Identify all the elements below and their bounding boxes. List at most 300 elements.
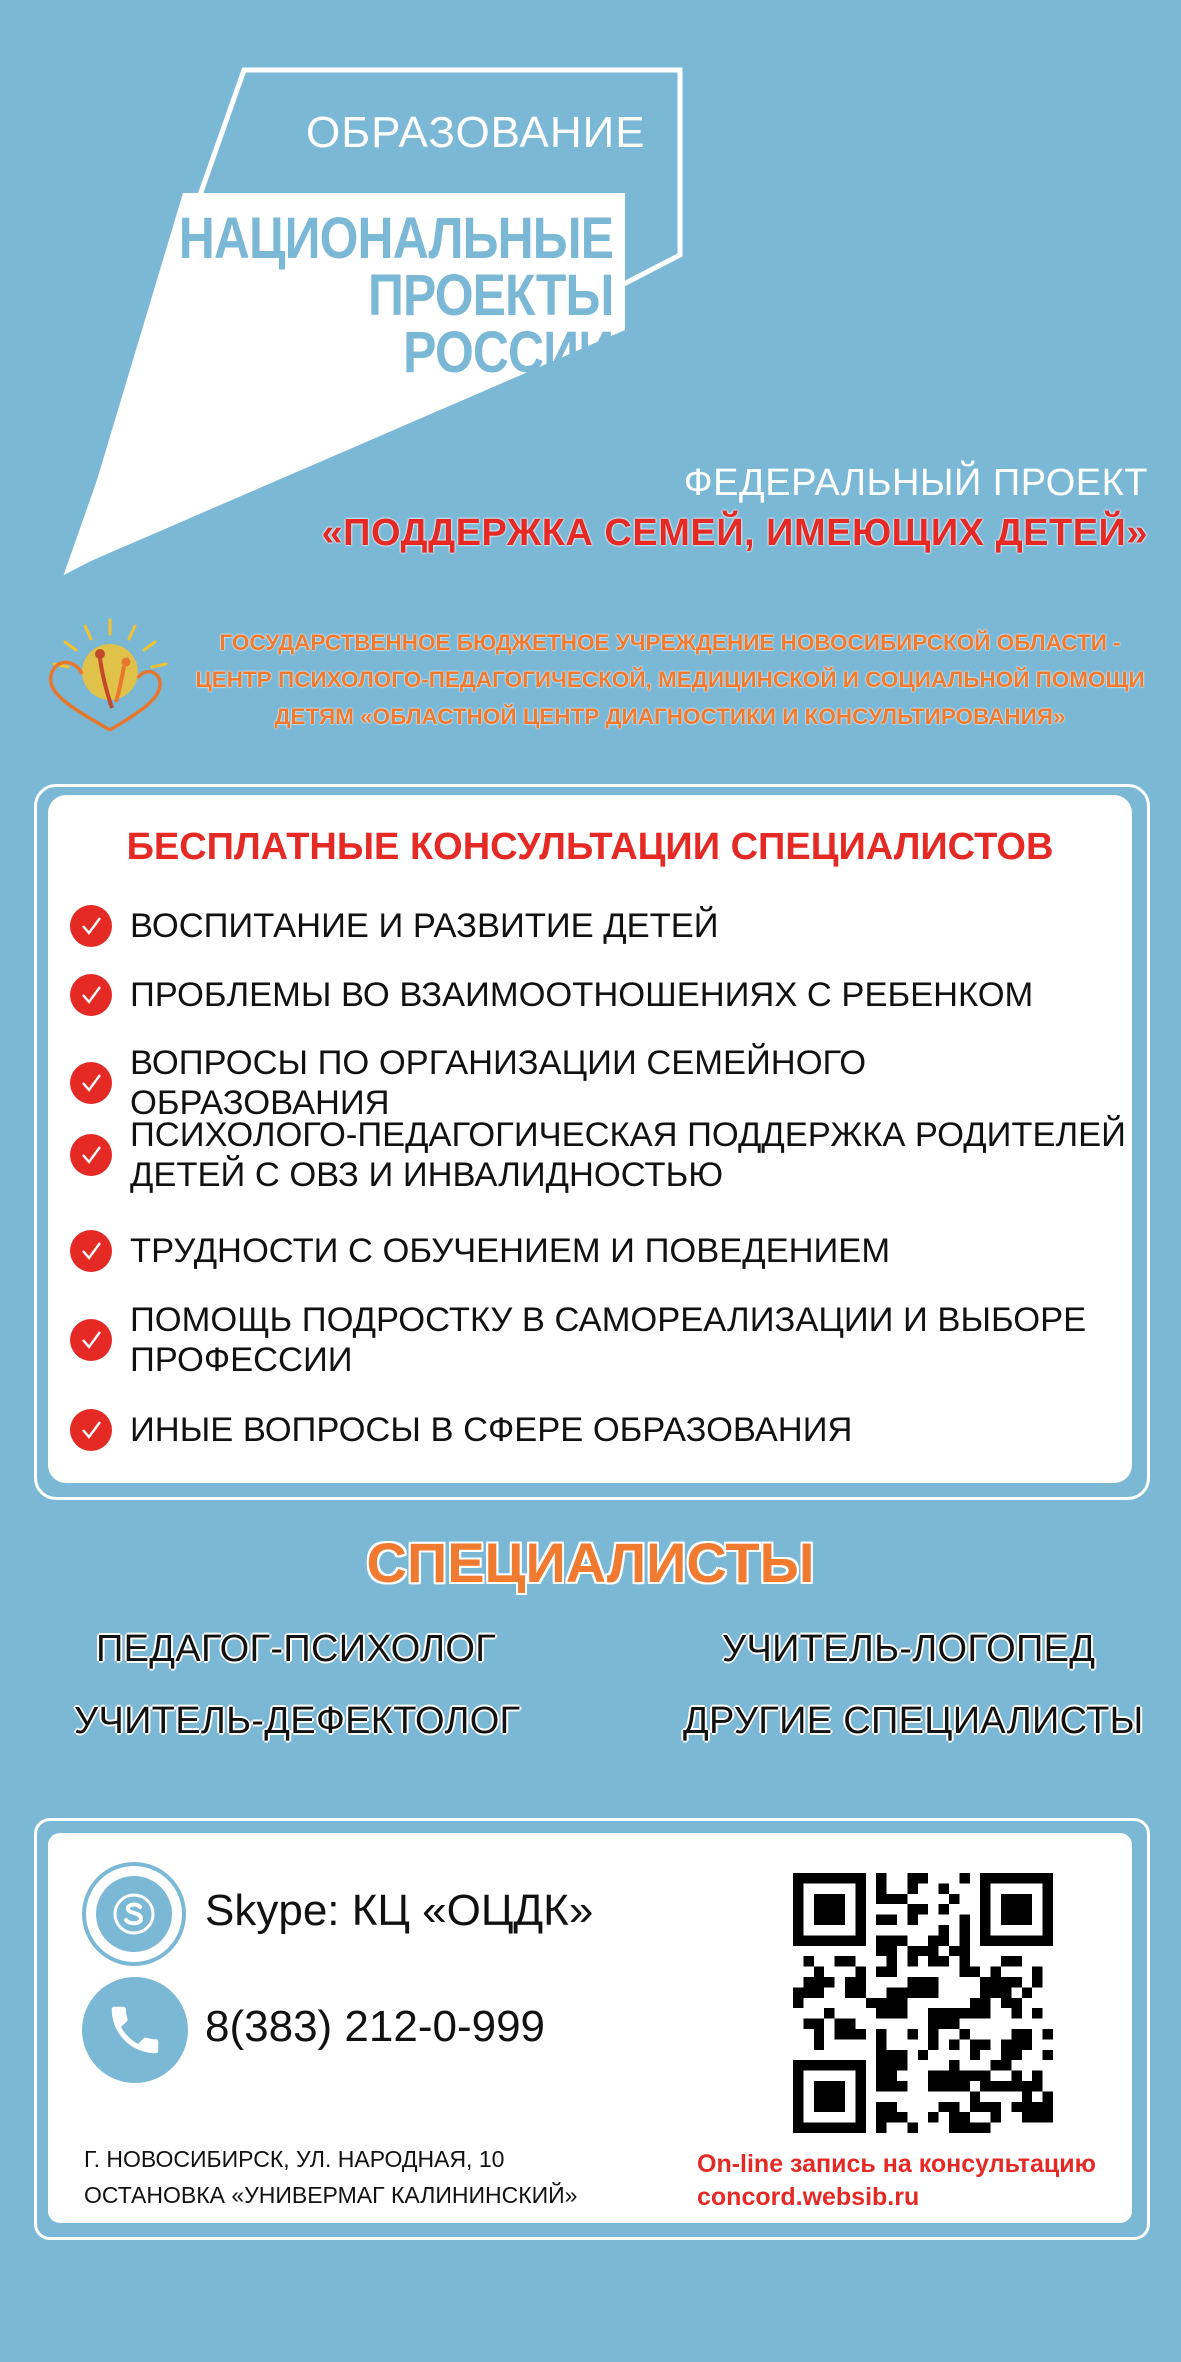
sun-heart-hands-emblem-icon xyxy=(40,612,180,742)
consultation-item xyxy=(70,1115,1130,1195)
qr-module xyxy=(928,2112,938,2122)
qr-module xyxy=(824,1873,834,1883)
qr-module xyxy=(970,2039,980,2049)
qr-module xyxy=(939,1925,949,1935)
qr-module xyxy=(876,1935,886,1945)
qr-module xyxy=(980,1894,990,1904)
qr-module xyxy=(887,2102,897,2112)
phone-number[interactable]: 8(383) 212-0-999 xyxy=(205,2002,546,2051)
qr-module xyxy=(793,1925,803,1935)
qr-module xyxy=(1043,2091,1053,2101)
qr-module xyxy=(1011,1935,1021,1945)
qr-module xyxy=(793,2081,803,2091)
qr-module xyxy=(1011,2039,1021,2049)
qr-code-icon[interactable] xyxy=(793,1873,1053,2133)
qr-module xyxy=(876,2029,886,2039)
qr-module xyxy=(814,1967,824,1977)
consultation-item xyxy=(70,1409,1130,1451)
qr-module xyxy=(1011,1998,1021,2008)
qr-module xyxy=(1001,2039,1011,2049)
qr-module xyxy=(814,2039,824,2049)
qr-module xyxy=(959,1956,969,1966)
qr-module xyxy=(928,2019,938,2029)
qr-module xyxy=(887,2008,897,2018)
federal-project-name: «ПОДДЕРЖКА СЕМЕЙ, ИМЕЮЩИХ ДЕТЕЙ» xyxy=(321,512,1148,554)
qr-module xyxy=(991,2112,1001,2122)
qr-module xyxy=(845,1987,855,1997)
qr-module xyxy=(897,1935,907,1945)
qr-module xyxy=(959,1925,969,1935)
qr-module xyxy=(835,1904,845,1914)
qr-module xyxy=(1043,2102,1053,2112)
federal-project-label: ФЕДЕРАЛЬНЫЙ ПРОЕКТ xyxy=(683,462,1148,504)
qr-module xyxy=(845,2123,855,2133)
qr-module xyxy=(814,2102,824,2112)
qr-module xyxy=(793,1998,803,2008)
qr-module xyxy=(1022,1904,1032,1914)
qr-module xyxy=(1022,2081,1032,2091)
qr-module xyxy=(980,2008,990,2018)
qr-module xyxy=(1011,2081,1021,2091)
qr-module xyxy=(939,2008,949,2018)
qr-module xyxy=(793,2102,803,2112)
qr-module xyxy=(1032,2102,1042,2112)
qr-module xyxy=(980,1925,990,1935)
qr-module xyxy=(793,1904,803,1914)
qr-module xyxy=(980,1904,990,1914)
qr-module xyxy=(835,2091,845,2101)
consultation-item xyxy=(70,1043,1130,1123)
qr-module xyxy=(907,1873,917,1883)
qr-module xyxy=(835,2123,845,2133)
qr-module xyxy=(887,1967,897,1977)
qr-module xyxy=(793,1915,803,1925)
consultation-item-label: ПОМОЩЬ ПОДРОСТКУ В САМОРЕАЛИЗАЦИИ И ВЫБОРЕ xyxy=(130,1301,1087,1339)
qr-module xyxy=(845,1956,855,1966)
qr-module xyxy=(824,1915,834,1925)
qr-module xyxy=(1022,2112,1032,2122)
qr-module xyxy=(835,1956,845,1966)
qr-module xyxy=(928,2039,938,2049)
qr-module xyxy=(980,1883,990,1893)
qr-module xyxy=(876,2039,886,2049)
qr-module xyxy=(1001,1998,1011,2008)
qr-module xyxy=(824,2123,834,2133)
qr-module xyxy=(959,2112,969,2122)
qr-module xyxy=(793,1894,803,1904)
qr-module xyxy=(939,1935,949,1945)
qr-module xyxy=(866,1998,876,2008)
qr-module xyxy=(1032,1967,1042,1977)
qr-module xyxy=(1022,2091,1032,2101)
qr-module xyxy=(1043,2050,1053,2060)
qr-module xyxy=(897,2112,907,2122)
qr-module xyxy=(918,1904,928,1914)
qr-module xyxy=(1011,1915,1021,1925)
qr-module xyxy=(845,2019,855,2029)
online-booking-link[interactable]: concord.websib.ru xyxy=(697,2183,920,2211)
qr-module xyxy=(991,1935,1001,1945)
qr-module xyxy=(939,1904,949,1914)
checkmark-icon xyxy=(70,1230,112,1272)
qr-module xyxy=(980,1998,990,2008)
qr-module xyxy=(803,1935,813,1945)
qr-module xyxy=(959,1935,969,1945)
qr-module xyxy=(959,2081,969,2091)
specialists-title: СПЕЦИАЛИСТЫ xyxy=(366,1531,815,1594)
qr-module xyxy=(907,1946,917,1956)
qr-module xyxy=(814,2060,824,2070)
qr-module xyxy=(845,1977,855,1987)
qr-module xyxy=(897,1998,907,2008)
qr-module xyxy=(928,1956,938,1966)
qr-module xyxy=(876,1967,886,1977)
qr-module xyxy=(887,2050,897,2060)
qr-module xyxy=(970,2008,980,2018)
qr-module xyxy=(855,2091,865,2101)
consultation-item-label: ПСИХОЛОГО-ПЕДАГОГИЧЕСКАЯ ПОДДЕРЖКА РОДИТЕЛЕЙ xyxy=(130,1116,1126,1154)
qr-module xyxy=(824,2102,834,2112)
qr-module xyxy=(918,2050,928,2060)
qr-module xyxy=(824,2008,834,2018)
qr-module xyxy=(845,1935,855,1945)
qr-module xyxy=(970,2071,980,2081)
consultation-item-label: ПРОБЛЕМЫ ВО ВЗАИМООТНОШЕНИЯХ С РЕБЕНКОМ xyxy=(130,976,1034,1014)
qr-module xyxy=(1043,1925,1053,1935)
qr-module xyxy=(814,1987,824,1997)
qr-module xyxy=(949,2112,959,2122)
qr-module xyxy=(959,1915,969,1925)
qr-module xyxy=(1001,2050,1011,2060)
qr-module xyxy=(928,1946,938,1956)
qr-module xyxy=(876,2081,886,2091)
qr-module xyxy=(970,1998,980,2008)
qr-module xyxy=(1022,1915,1032,1925)
qr-module xyxy=(855,2029,865,2039)
qr-module xyxy=(814,2091,824,2101)
qr-module xyxy=(1011,1904,1021,1914)
qr-module xyxy=(897,2060,907,2070)
qr-module xyxy=(939,2019,949,2029)
qr-module xyxy=(1011,1956,1021,1966)
qr-module xyxy=(1032,2081,1042,2091)
qr-module xyxy=(1011,2050,1021,2060)
qr-module xyxy=(814,1873,824,1883)
qr-module xyxy=(835,2060,845,2070)
online-booking-label: On-line запись на консультацию xyxy=(697,2150,1097,2178)
qr-module xyxy=(1043,1873,1053,1883)
specialist-item: ДРУГИЕ СПЕЦИАЛИСТЫ xyxy=(683,1700,1144,1742)
qr-module xyxy=(897,2008,907,2018)
checkmark-icon xyxy=(70,974,112,1016)
qr-module xyxy=(814,2019,824,2029)
qr-module xyxy=(970,2102,980,2112)
qr-module xyxy=(1011,1873,1021,1883)
qr-module xyxy=(928,2029,938,2039)
logo-line-1: НАЦИОНАЛЬНЫЕ xyxy=(178,206,613,271)
consultation-item-label: ДЕТЕЙ С ОВЗ И ИНВАЛИДНОСТЬЮ xyxy=(130,1156,724,1194)
qr-module xyxy=(793,1873,803,1883)
address-line: Г. НОВОСИБИРСК, УЛ. НАРОДНАЯ, 10 xyxy=(84,2146,505,2172)
qr-module xyxy=(980,2081,990,2091)
consultation-item-label: ИНЫЕ ВОПРОСЫ В СФЕРЕ ОБРАЗОВАНИЯ xyxy=(130,1411,853,1449)
qr-module xyxy=(991,1987,1001,1997)
qr-module xyxy=(959,2123,969,2133)
qr-module xyxy=(1001,1904,1011,1914)
qr-module xyxy=(991,2102,1001,2112)
qr-module xyxy=(793,1987,803,1997)
qr-module xyxy=(793,2123,803,2133)
qr-module xyxy=(897,1987,907,1997)
qr-module xyxy=(897,2050,907,2060)
qr-module xyxy=(907,1987,917,1997)
qr-module xyxy=(991,1967,1001,1977)
qr-module xyxy=(876,1883,886,1893)
qr-module xyxy=(980,2102,990,2112)
qr-module xyxy=(1032,2112,1042,2122)
qr-module xyxy=(949,2123,959,2133)
organization-line-2: ЦЕНТР ПСИХОЛОГО-ПЕДАГОГИЧЕСКОЙ, МЕДИЦИНСКОЙ И СОЦИАЛЬНОЙ ПОМОЩИ xyxy=(195,667,1145,692)
logo-top-word: ОБРАЗОВАНИЕ xyxy=(306,108,646,157)
qr-module xyxy=(814,1935,824,1945)
phone-icon xyxy=(82,1977,188,2083)
qr-module xyxy=(970,2091,980,2101)
qr-module xyxy=(1043,2029,1053,2039)
qr-module xyxy=(1032,2008,1042,2018)
qr-module xyxy=(1043,2112,1053,2122)
qr-module xyxy=(1001,2081,1011,2091)
qr-module xyxy=(928,1987,938,1997)
qr-module xyxy=(814,2123,824,2133)
qr-module xyxy=(1011,2008,1021,2018)
qr-module xyxy=(887,1935,897,1945)
consultations-title: БЕСПЛАТНЫЕ КОНСУЛЬТАЦИИ СПЕЦИАЛИСТОВ xyxy=(126,826,1054,868)
qr-module xyxy=(855,2071,865,2081)
qr-module xyxy=(835,2081,845,2091)
qr-module xyxy=(959,1873,969,1883)
qr-module xyxy=(835,1935,845,1945)
qr-module xyxy=(1001,1894,1011,1904)
qr-module xyxy=(855,2123,865,2133)
qr-module xyxy=(855,1873,865,1883)
checkmark-icon xyxy=(70,1062,112,1104)
qr-module xyxy=(959,2029,969,2039)
qr-module xyxy=(949,2008,959,2018)
qr-module xyxy=(918,1873,928,1883)
qr-module xyxy=(949,1946,959,1956)
qr-module xyxy=(939,1883,949,1893)
consultation-item-label: ВОСПИТАНИЕ И РАЗВИТИЕ ДЕТЕЙ xyxy=(130,907,719,945)
qr-module xyxy=(928,2008,938,2018)
qr-module xyxy=(1032,1935,1042,1945)
qr-module xyxy=(1032,1977,1042,1987)
qr-module xyxy=(1011,2102,1021,2112)
qr-module xyxy=(835,2029,845,2039)
qr-module xyxy=(1001,1873,1011,1883)
qr-module xyxy=(855,1894,865,1904)
organization-line-3: ДЕТЯМ «ОБЛАСТНОЙ ЦЕНТР ДИАГНОСТИКИ И КОНСУЛЬТИРОВАНИЯ» xyxy=(274,704,1066,729)
qr-module xyxy=(928,2071,938,2081)
qr-module xyxy=(918,1977,928,1987)
consultation-item-label: ВОПРОСЫ ПО ОРГАНИЗАЦИИ СЕМЕЙНОГО ОБРАЗОВАНИЯ xyxy=(130,1044,867,1122)
qr-module xyxy=(793,1935,803,1945)
qr-module xyxy=(897,2081,907,2091)
qr-module xyxy=(1022,2039,1032,2049)
qr-module xyxy=(918,1946,928,1956)
consultation-item-label: ТРУДНОСТИ С ОБУЧЕНИЕМ И ПОВЕДЕНИЕМ xyxy=(130,1232,891,1270)
qr-module xyxy=(970,2050,980,2060)
qr-module xyxy=(1043,1883,1053,1893)
qr-module xyxy=(928,1935,938,1945)
qr-module xyxy=(824,2081,834,2091)
qr-module xyxy=(793,2071,803,2081)
qr-module xyxy=(876,1873,886,1883)
consultation-item-label: ПРОФЕССИИ xyxy=(130,1341,353,1379)
qr-module xyxy=(1001,1987,1011,1997)
qr-module xyxy=(991,2081,1001,2091)
qr-module xyxy=(845,2029,855,2039)
qr-module xyxy=(855,1925,865,1935)
qr-module xyxy=(980,1987,990,1997)
qr-module xyxy=(991,1977,1001,1987)
qr-module xyxy=(980,1915,990,1925)
qr-module xyxy=(835,2102,845,2112)
logo-line-3: РОССИИ xyxy=(402,320,613,385)
qr-module xyxy=(814,1904,824,1914)
qr-module xyxy=(1001,1956,1011,1966)
qr-module xyxy=(959,2008,969,2018)
qr-module xyxy=(907,2123,917,2133)
qr-module xyxy=(876,2071,886,2081)
qr-module xyxy=(803,1956,813,1966)
qr-module xyxy=(793,1883,803,1893)
qr-module xyxy=(1032,1873,1042,1883)
qr-module xyxy=(814,2029,824,2039)
qr-module xyxy=(814,1894,824,1904)
qr-module xyxy=(887,1915,897,1925)
qr-module xyxy=(814,1915,824,1925)
qr-module xyxy=(949,2060,959,2070)
qr-module xyxy=(991,2060,1001,2070)
consultation-item xyxy=(70,974,1130,1016)
qr-module xyxy=(1011,1977,1021,1987)
qr-module xyxy=(855,2102,865,2112)
address-stop-line: ОСТАНОВКА «УНИВЕРМАГ КАЛИНИНСКИЙ» xyxy=(84,2182,578,2208)
qr-module xyxy=(835,1915,845,1925)
qr-module xyxy=(1001,1915,1011,1925)
qr-module xyxy=(949,1894,959,1904)
qr-module xyxy=(876,1998,886,2008)
qr-module xyxy=(980,1935,990,1945)
qr-module xyxy=(887,1956,897,1966)
organization-line-1: ГОСУДАРСТВЕННОЕ БЮДЖЕТНОЕ УЧРЕЖДЕНИЕ НОВОСИБИРСКОЙ ОБЛАСТИ - xyxy=(219,630,1121,655)
qr-module xyxy=(824,1894,834,1904)
qr-module xyxy=(939,2071,949,2081)
qr-module xyxy=(1043,1894,1053,1904)
qr-module xyxy=(1022,1935,1032,1945)
qr-module xyxy=(876,2050,886,2060)
qr-module xyxy=(1022,1894,1032,1904)
specialist-item: УЧИТЕЛЬ-ЛОГОПЕД xyxy=(722,1628,1096,1670)
logo-line-2: ПРОЕКТЫ xyxy=(367,263,613,328)
qr-module xyxy=(824,2060,834,2070)
qr-module xyxy=(939,2081,949,2091)
qr-module xyxy=(855,1915,865,1925)
skype-icon xyxy=(96,1876,172,1952)
qr-module xyxy=(1001,2060,1011,2070)
qr-module xyxy=(907,1977,917,1987)
qr-module xyxy=(1011,2029,1021,2039)
qr-module xyxy=(907,1904,917,1914)
checkmark-icon xyxy=(70,1319,112,1361)
qr-module xyxy=(928,2081,938,2091)
checkmark-icon xyxy=(70,1409,112,1451)
qr-module xyxy=(814,2081,824,2091)
qr-module xyxy=(803,2123,813,2133)
qr-module xyxy=(1022,1873,1032,1883)
qr-module xyxy=(959,2071,969,2081)
qr-module xyxy=(876,1946,886,1956)
qr-module xyxy=(803,1873,813,1883)
qr-module xyxy=(803,2019,813,2029)
qr-module xyxy=(887,2060,897,2070)
qr-module xyxy=(980,1977,990,1987)
qr-module xyxy=(793,2060,803,2070)
consultation-item xyxy=(70,905,1130,947)
qr-module xyxy=(876,2112,886,2122)
qr-module xyxy=(918,1987,928,1997)
qr-module xyxy=(928,1977,938,1987)
qr-module xyxy=(855,1883,865,1893)
qr-module xyxy=(835,2019,845,2029)
qr-module xyxy=(1043,1904,1053,1914)
qr-module xyxy=(1011,1894,1021,1904)
qr-module xyxy=(970,1967,980,1977)
qr-module xyxy=(887,2112,897,2122)
qr-module xyxy=(855,1987,865,1997)
qr-module xyxy=(803,1977,813,1987)
qr-module xyxy=(980,2039,990,2049)
qr-module xyxy=(939,2102,949,2112)
qr-module xyxy=(876,2008,886,2018)
qr-module xyxy=(907,2029,917,2039)
qr-module xyxy=(1022,2102,1032,2112)
qr-module xyxy=(824,1977,834,1987)
consultation-item xyxy=(70,1300,1130,1380)
qr-module xyxy=(793,2091,803,2101)
qr-module xyxy=(980,2123,990,2133)
qr-module xyxy=(887,1894,897,1904)
specialist-item: УЧИТЕЛЬ-ДЕФЕКТОЛОГ xyxy=(74,1700,521,1742)
qr-module xyxy=(855,2060,865,2070)
checkmark-icon xyxy=(70,905,112,947)
qr-module xyxy=(876,2060,886,2070)
qr-module xyxy=(1043,1935,1053,1945)
qr-module xyxy=(980,2071,990,2081)
skype-contact[interactable]: Skype: КЦ «ОЦДК» xyxy=(205,1886,594,1935)
qr-module xyxy=(887,2081,897,2091)
qr-module xyxy=(814,1977,824,1987)
qr-module xyxy=(939,1956,949,1966)
qr-module xyxy=(959,1967,969,1977)
qr-module xyxy=(887,1987,897,1997)
qr-module xyxy=(1043,1915,1053,1925)
qr-module xyxy=(824,1904,834,1914)
qr-module xyxy=(824,2091,834,2101)
qr-module xyxy=(907,1915,917,1925)
qr-module xyxy=(949,2081,959,2091)
qr-module xyxy=(835,1894,845,1904)
